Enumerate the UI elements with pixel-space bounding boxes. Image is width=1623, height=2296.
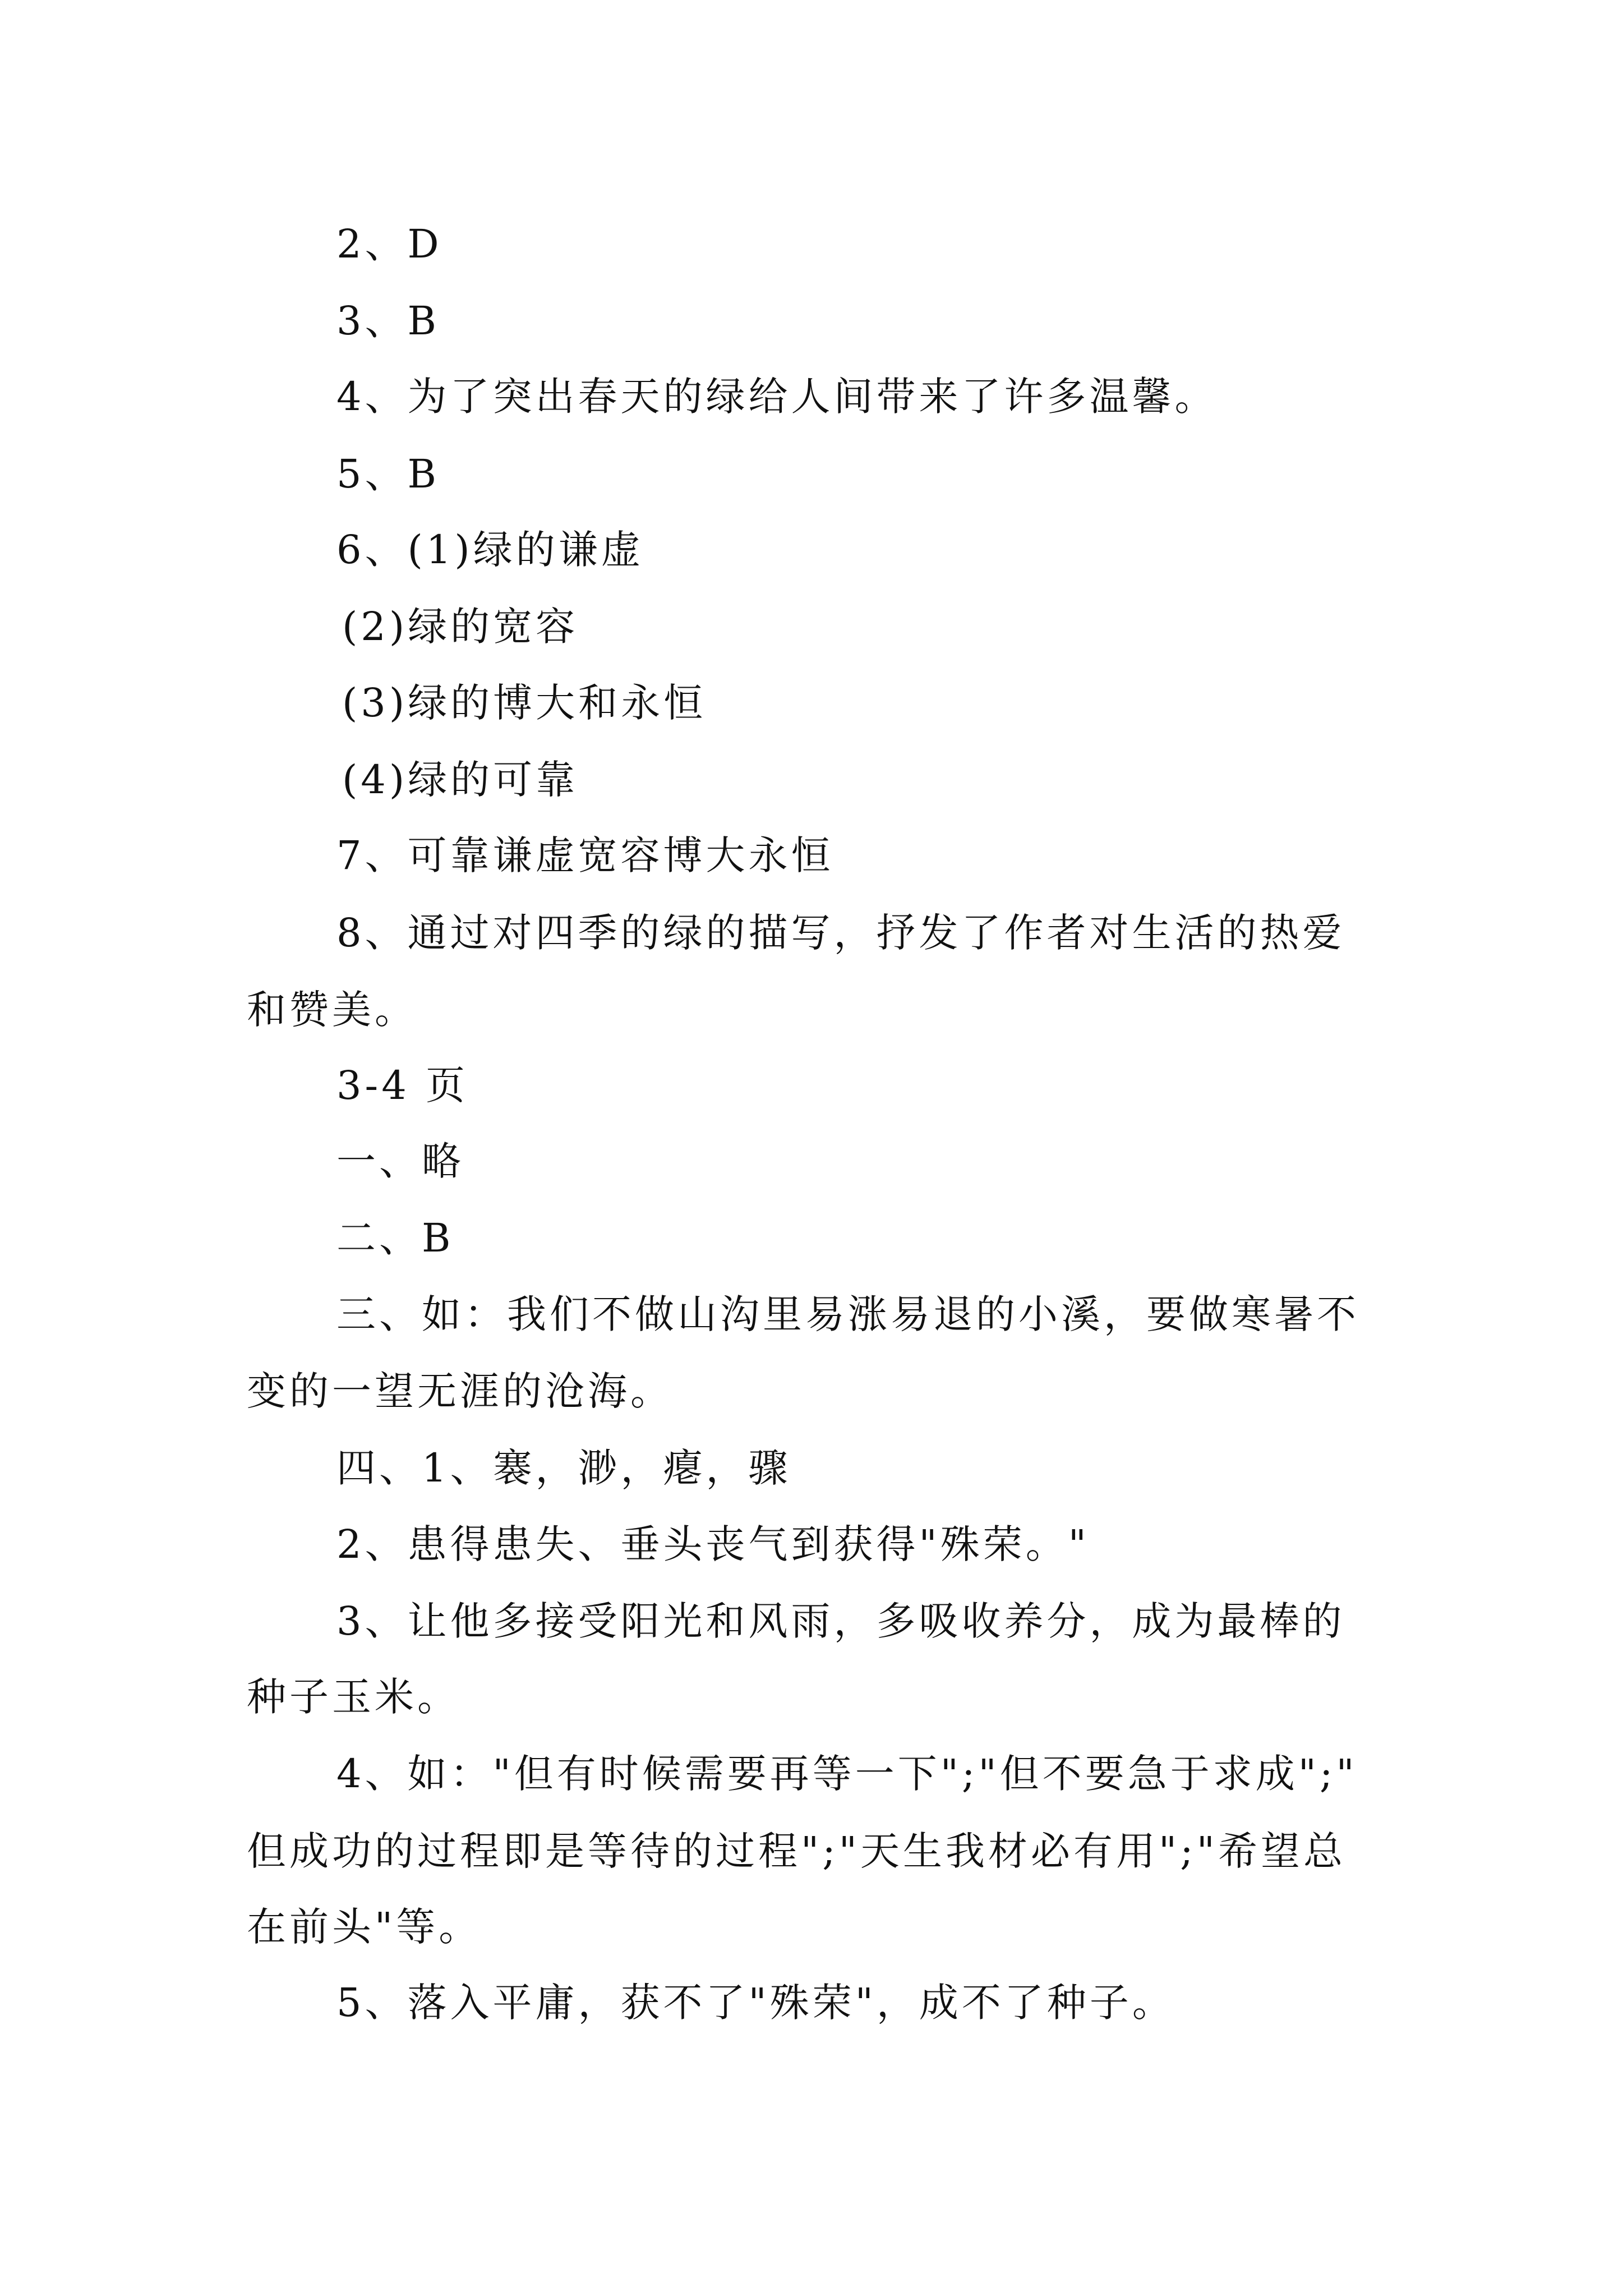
answer-4: 4、为了突出春天的绿给人间带来了许多温馨。: [336, 374, 1218, 420]
answer-6-2: (2)绿的宽容: [342, 604, 579, 650]
answer-section-1: 一、略: [336, 1138, 464, 1184]
answer-section-4-4-line-3: 在前头"等。: [247, 1904, 482, 1950]
answer-3: 3、B: [336, 298, 440, 344]
answer-section-2: 二、B: [336, 1215, 454, 1261]
answer-8-line-1: 8、通过对四季的绿的描写，抒发了作者对生活的热爱: [336, 910, 1345, 956]
answer-section-4-3-line-1: 3、让他多接受阳光和风雨，多吸收养分，成为最棒的: [336, 1598, 1345, 1644]
answer-8-line-2: 和赞美。: [247, 987, 417, 1033]
answer-section-4-3-line-2: 种子玉米。: [247, 1674, 460, 1720]
page-range-heading: 3-4 页: [336, 1062, 468, 1108]
answer-section-4-4-line-1: 4、如："但有时候需要再等一下";"但不要急于求成";": [336, 1751, 1358, 1797]
answer-5: 5、B: [336, 451, 440, 497]
answer-section-4-4-line-2: 但成功的过程即是等待的过程";"天生我材必有用";"希望总: [247, 1828, 1346, 1874]
answer-section-4-5: 5、落入平庸，获不了"殊荣"，成不了种子。: [336, 1980, 1175, 2026]
answer-section-4-1: 四、1、褰，渺，瘪，骤: [336, 1445, 791, 1491]
answer-6-1: 6、(1)绿的谦虚: [336, 527, 644, 573]
answer-6-3: (3)绿的博大和永恒: [342, 680, 707, 726]
answer-section-3-line-2: 变的一望无涯的沧海。: [247, 1368, 673, 1414]
answer-6-4: (4)绿的可靠: [342, 757, 579, 803]
answer-7: 7、可靠谦虚宽容博大永恒: [336, 832, 834, 878]
answer-section-3-line-1: 三、如：我们不做山沟里易涨易退的小溪，要做寒暑不: [336, 1291, 1359, 1337]
answer-section-4-2: 2、患得患失、垂头丧气到获得"殊荣。": [336, 1521, 1090, 1567]
answer-2: 2、D: [336, 221, 442, 267]
